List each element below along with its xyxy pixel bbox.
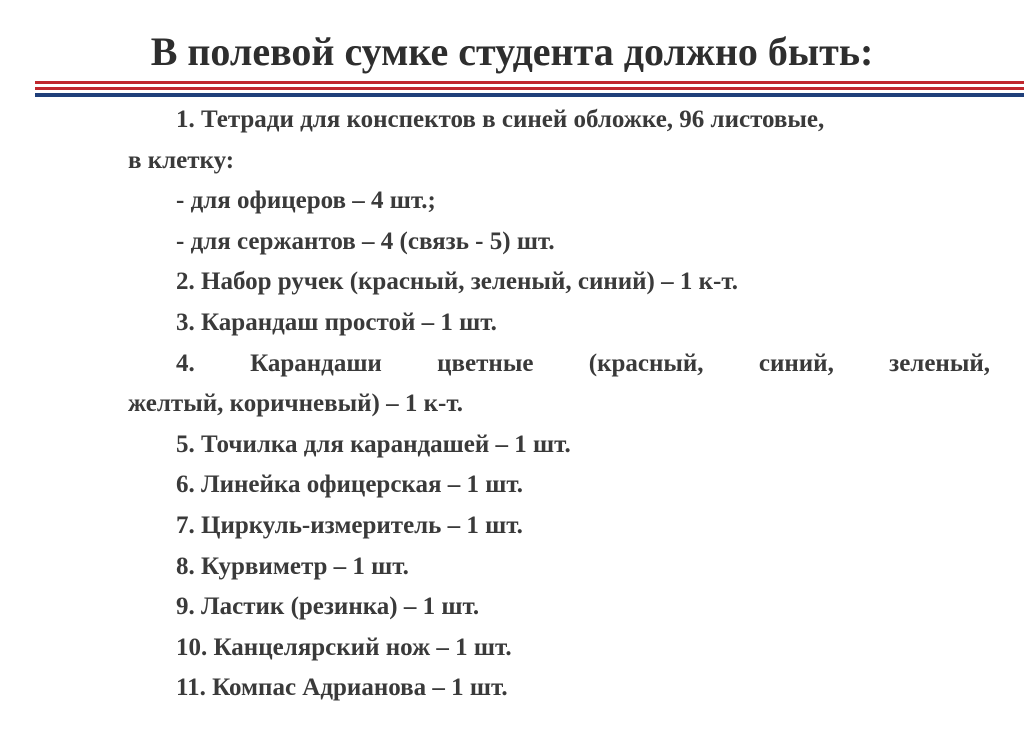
list-item-8: 8. Курвиметр – 1 шт.	[176, 552, 409, 580]
list-subitem-officers: - для офицеров – 4 шт.;	[176, 187, 436, 215]
list-item-6: 6. Линейка офицерская – 1 шт.	[176, 471, 523, 499]
list-item-1-continuation: в клетку:	[128, 146, 235, 174]
title-underline-blue	[35, 93, 1024, 97]
list-item-1: 1. Тетради для конспектов в синей обложке, 96 листовые,	[176, 106, 825, 133]
list-item-4: 4. Карандаши цветные (красный, синий, зеленый,	[176, 349, 990, 377]
list-subitem-sergeants: - для сержантов – 4 (связь - 5) шт.	[176, 227, 555, 255]
list-item-2: 2. Набор ручек (красный, зеленый, синий) – 1 к-т.	[176, 268, 739, 296]
list-item-10: 10. Канцелярский нож – 1 шт.	[176, 633, 512, 661]
list-item-3: 3. Карандаш простой – 1 шт.	[176, 308, 497, 336]
slide-title: В полевой сумке студента должно быть:	[150, 29, 874, 74]
list-item-11: 11. Компас Адрианова – 1 шт.	[176, 674, 508, 702]
list-item-9: 9. Ластик (резинка) – 1 шт.	[176, 593, 480, 621]
list-item-4-continuation: желтый, коричневый) – 1 к-т.	[128, 390, 463, 418]
title-underline-red-top	[35, 81, 1024, 84]
title-underline-red-bottom	[35, 87, 1024, 90]
list-item-7: 7. Циркуль-измеритель – 1 шт.	[176, 511, 523, 539]
supply-list	[128, 100, 990, 709]
list-item-5: 5. Точилка для карандашей – 1 шт.	[176, 430, 571, 458]
